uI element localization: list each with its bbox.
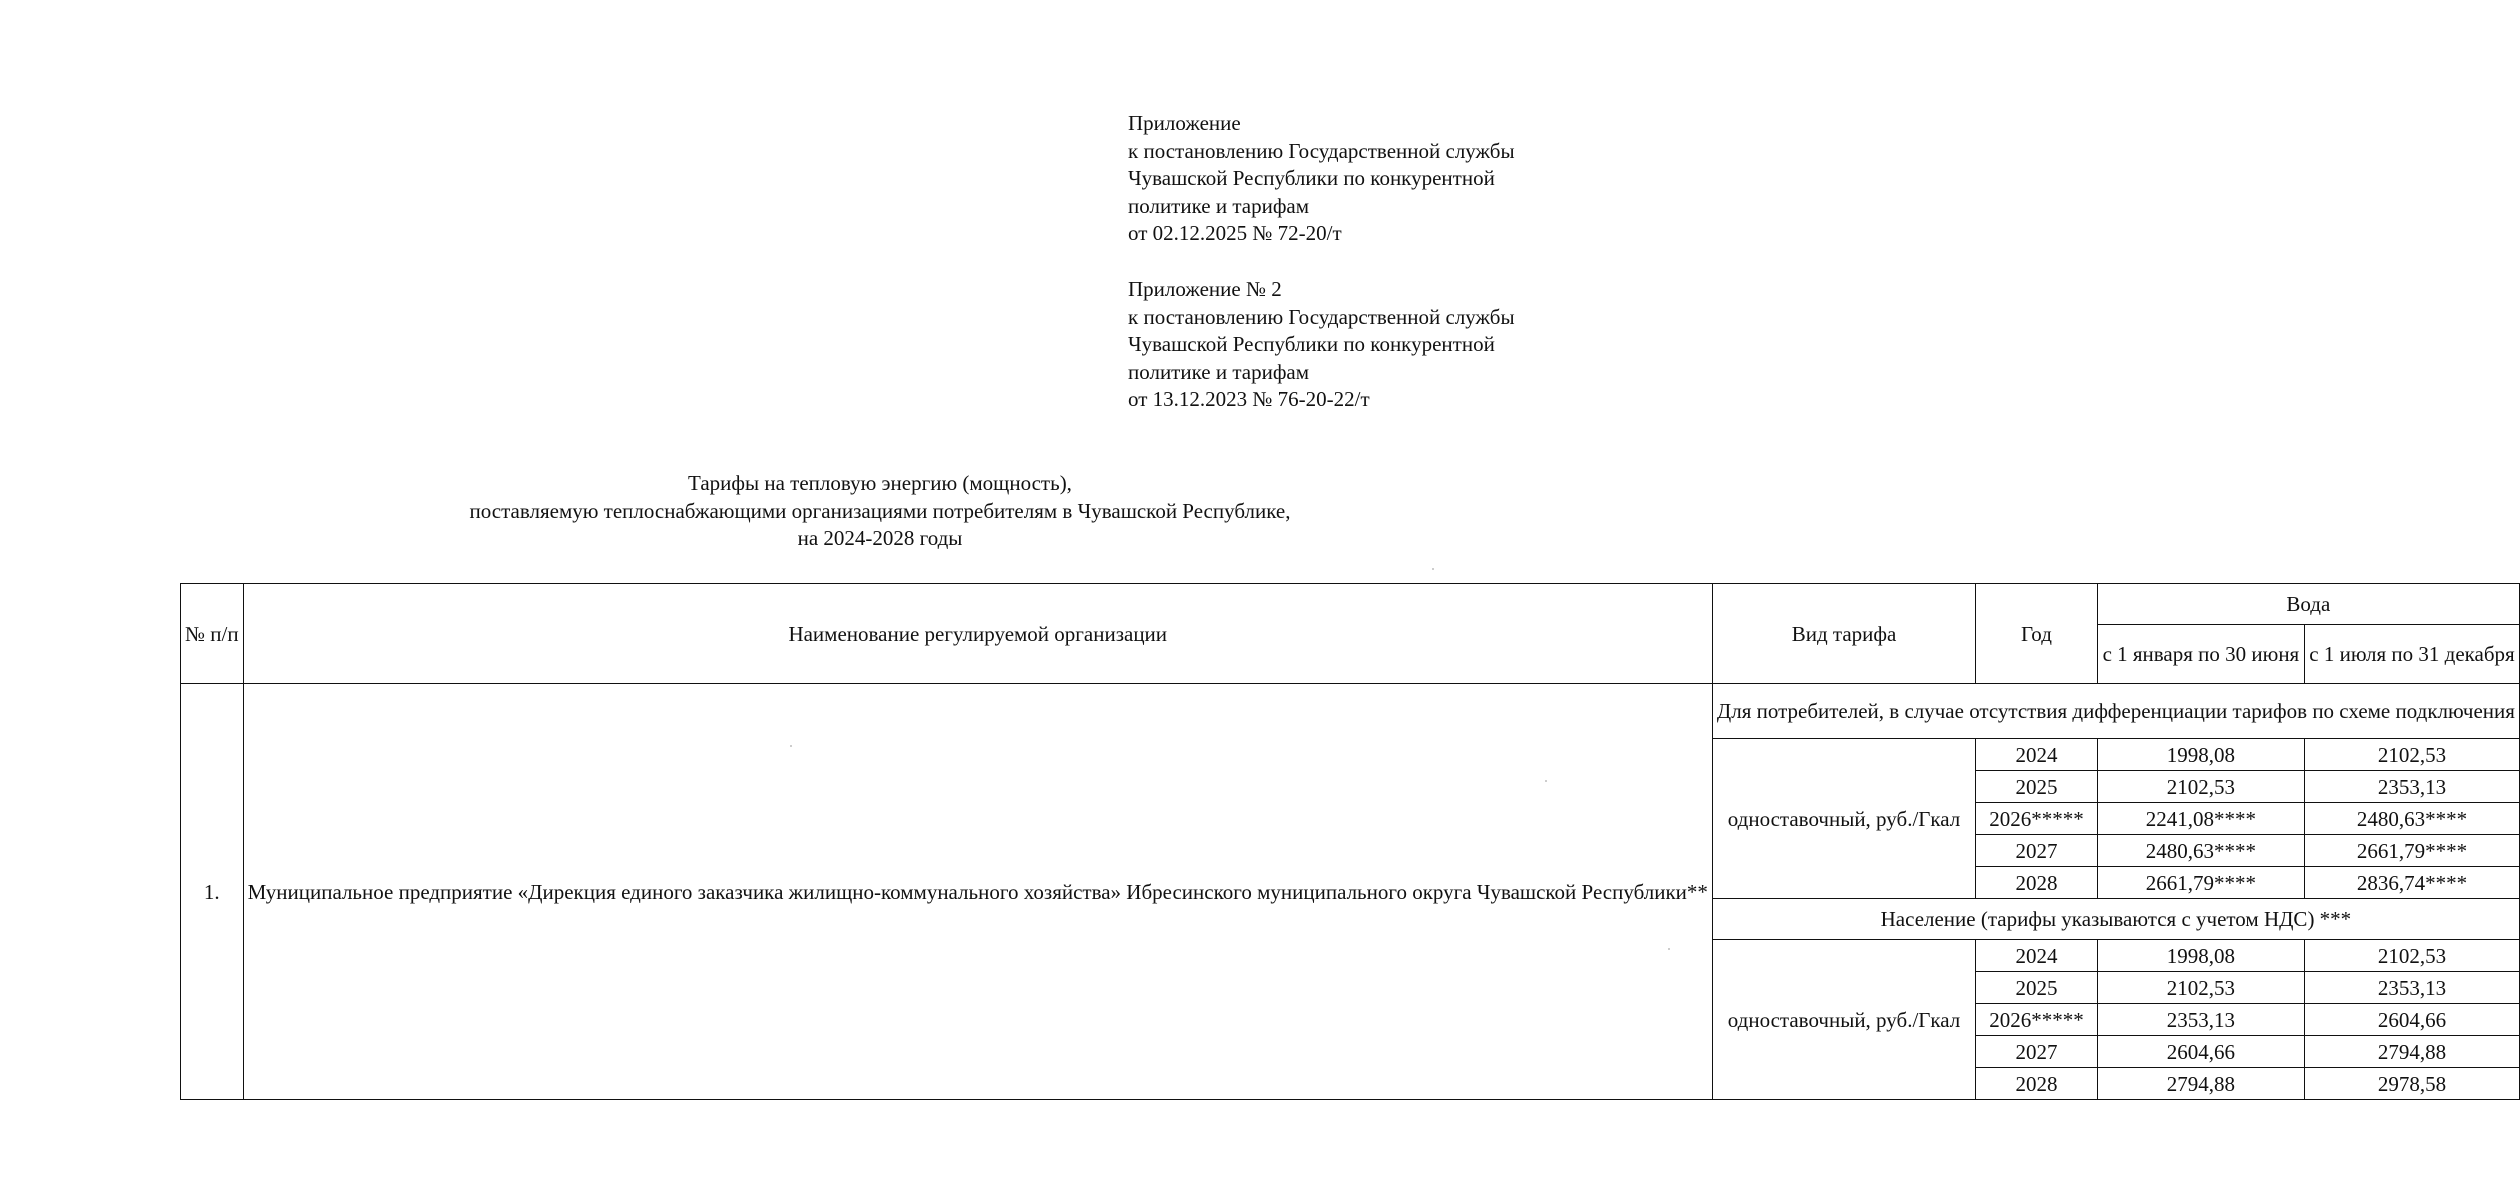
- tariff-type-cell: одноставочный, руб./Гкал: [1712, 739, 1975, 899]
- scan-speck: [790, 745, 792, 747]
- tariff-table: [180, 583, 2520, 1100]
- header-period-1: с 1 января по 30 июня: [2097, 625, 2304, 684]
- header-organization: Наименование регулируемой организации: [243, 584, 1712, 684]
- year-cell: 2024: [1976, 739, 2098, 771]
- tariff-value-h2: 2353,13: [2305, 972, 2520, 1004]
- appendix-line: Приложение № 2: [1128, 277, 1282, 301]
- scan-speck: [1668, 948, 1670, 950]
- appendix-block-original: [1128, 276, 1648, 414]
- scan-speck: [1545, 780, 1547, 782]
- scan-speck: [1432, 568, 1434, 570]
- title-line: на 2024-2028 годы: [797, 526, 963, 550]
- tariff-value-h1: 2604,66: [2097, 1036, 2304, 1068]
- tariff-value-h1: 2241,08****: [2097, 803, 2304, 835]
- year-cell: 2027: [1976, 1036, 2098, 1068]
- tariff-value-h1: 2102,53: [2097, 972, 2304, 1004]
- header-tariff-type: Вид тарифа: [1712, 584, 1975, 684]
- year-cell: 2026*****: [1976, 803, 2098, 835]
- tariff-value-h1: 1998,08: [2097, 940, 2304, 972]
- tariff-type-cell: одноставочный, руб./Гкал: [1712, 940, 1975, 1100]
- tariff-value-h2: 2836,74****: [2305, 867, 2520, 899]
- tariff-value-h1: 2102,53: [2097, 771, 2304, 803]
- year-cell: 2028: [1976, 867, 2098, 899]
- appendix-line: Чувашской Республики по конкурентной: [1128, 166, 1495, 190]
- tariff-value-h2: 2604,66: [2305, 1004, 2520, 1036]
- tariff-value-h2: 2480,63****: [2305, 803, 2520, 835]
- section-title: Для потребителей, в случае отсутствия дифференциации тарифов по схеме подключения: [1712, 684, 2519, 739]
- section-title: Население (тарифы указываются с учетом НДС) ***: [1712, 899, 2519, 940]
- title-line: Тарифы на тепловую энергию (мощность),: [688, 471, 1072, 495]
- header-water: Вода: [2097, 584, 2519, 625]
- appendix-line: политике и тарифам: [1128, 193, 1310, 218]
- appendix-line: политике и тарифам: [1128, 359, 1310, 384]
- title-line: поставляемую теплоснабжающими организациями потребителям в Чувашской Республике,: [469, 498, 1291, 523]
- appendix-line: к постановлению Государственной службы: [1128, 304, 1515, 329]
- tariff-value-h2: 2102,53: [2305, 940, 2520, 972]
- tariff-value-h2: 2353,13: [2305, 771, 2520, 803]
- header-period-2: с 1 июля по 31 декабря: [2305, 625, 2520, 684]
- year-cell: 2028: [1976, 1068, 2098, 1100]
- organization-name: Муниципальное предприятие «Дирекция единого заказчика жилищно-коммунального хозяйства» Ибресинского муниципального округа Чувашской Республики**: [243, 684, 1712, 1100]
- tariff-value-h1: 2661,79****: [2097, 867, 2304, 899]
- year-cell: 2024: [1976, 940, 2098, 972]
- tariff-value-h1: 2480,63****: [2097, 835, 2304, 867]
- document-title: [180, 470, 1580, 553]
- appendix-line: Чувашской Республики по конкурентной: [1128, 332, 1495, 356]
- tariff-value-h1: 2794,88: [2097, 1068, 2304, 1100]
- header-num: № п/п: [181, 584, 244, 684]
- appendix-line: от 02.12.2025 № 72-20/т: [1128, 221, 1342, 245]
- appendix-block-current: [1128, 110, 1648, 248]
- year-cell: 2027: [1976, 835, 2098, 867]
- header-year: Год: [1976, 584, 2098, 684]
- appendix-line: от 13.12.2023 № 76-20-22/т: [1128, 387, 1370, 411]
- tariff-value-h2: 2978,58: [2305, 1068, 2520, 1100]
- year-cell: 2026*****: [1976, 1004, 2098, 1036]
- entry-number: 1.: [181, 684, 244, 1100]
- year-cell: 2025: [1976, 972, 2098, 1004]
- appendix-line: к постановлению Государственной службы: [1128, 138, 1515, 163]
- tariff-value-h2: 2661,79****: [2305, 835, 2520, 867]
- tariff-value-h1: 2353,13: [2097, 1004, 2304, 1036]
- tariff-value-h2: 2102,53: [2305, 739, 2520, 771]
- tariff-value-h2: 2794,88: [2305, 1036, 2520, 1068]
- appendix-line: Приложение: [1128, 111, 1241, 135]
- year-cell: 2025: [1976, 771, 2098, 803]
- tariff-value-h1: 1998,08: [2097, 739, 2304, 771]
